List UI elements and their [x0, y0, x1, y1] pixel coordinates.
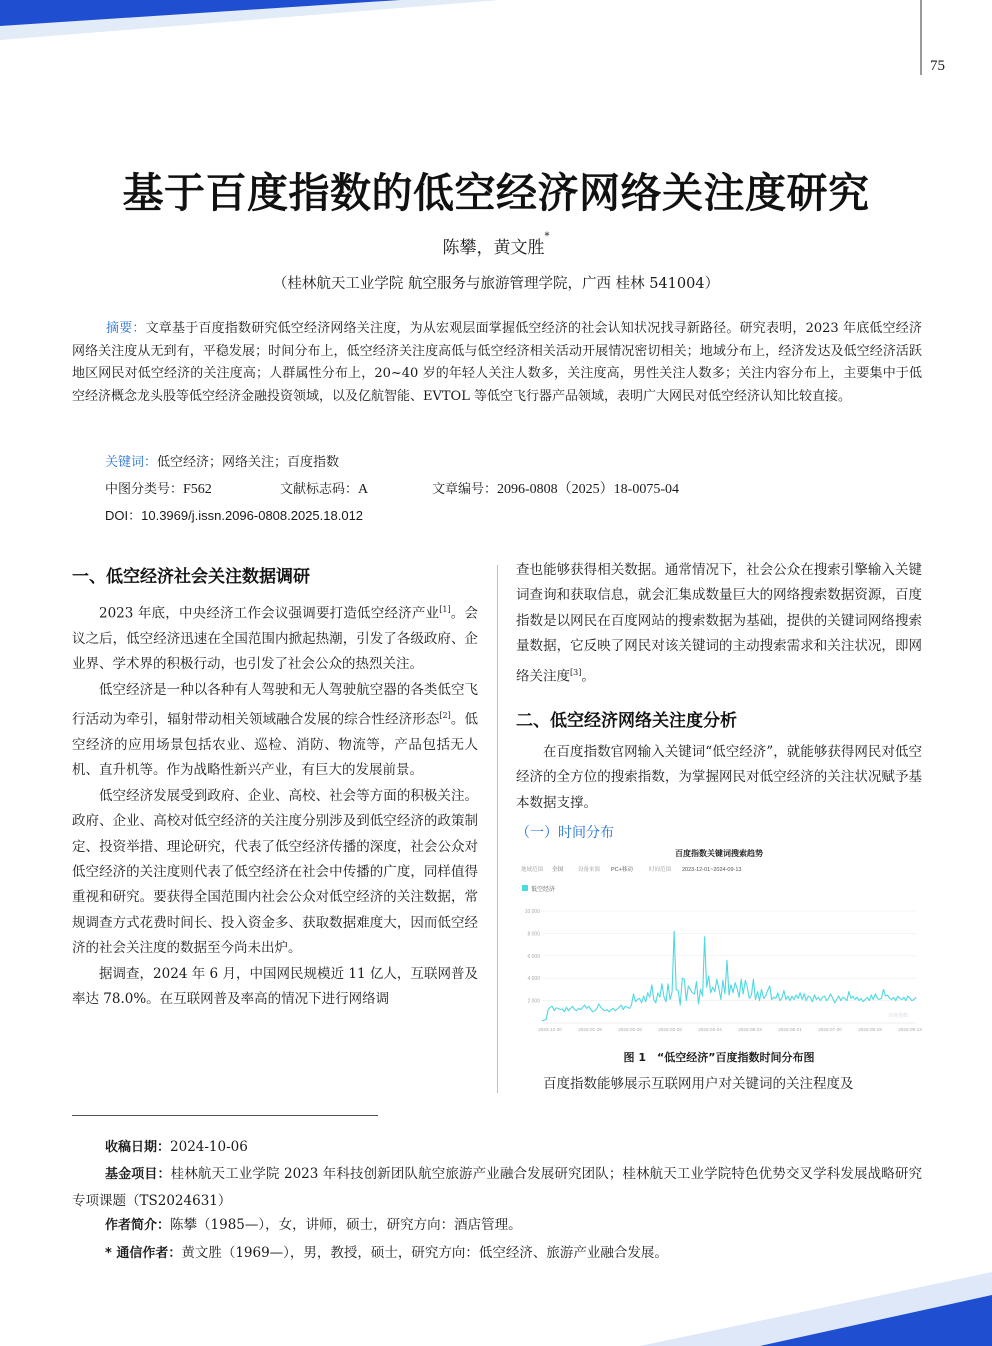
paragraph: 在百度指数官网输入关键词“低空经济”，就能够获得网民对低空经济的全方位的搜索指数，为掌握网民对低空经济的关注状况赋予基本数据支撑。	[516, 744, 922, 811]
y-tick-label: 8 000	[527, 931, 540, 938]
legend-label: 低空经济	[531, 887, 556, 893]
corresponding-label: * 通信作者：	[105, 1246, 182, 1261]
page-number: 75	[930, 58, 945, 74]
article-id-label: 文章编号：	[432, 482, 498, 497]
paper-title: 基于百度指数的低空经济网络关注度研究	[122, 169, 870, 217]
clc-value: F562	[183, 482, 212, 497]
footnote-bio	[105, 1212, 922, 1239]
x-tick-label: 2024-09-13	[898, 1027, 922, 1032]
citation: [1]	[439, 605, 451, 614]
chart-filter: 时间范围	[649, 867, 672, 873]
footnote-received	[105, 1134, 922, 1161]
legend-swatch	[522, 885, 528, 891]
y-tick-label: 6 000	[527, 953, 540, 960]
x-tick-label: 2024-02-26	[618, 1027, 642, 1032]
x-tick-label: 2024-08-18	[858, 1027, 882, 1032]
baidu-index-chart	[516, 843, 922, 1043]
doc-label: 文献标志码：	[280, 482, 359, 497]
chart-filter: PC+移动	[611, 867, 633, 873]
article-id	[432, 478, 679, 498]
x-tick-label: 2024-06-21	[778, 1027, 802, 1032]
received-value: 2024-10-06	[170, 1139, 248, 1155]
author-line	[0, 233, 992, 258]
x-tick-label: 2024-04-24	[698, 1027, 722, 1032]
subsection-heading: （一）时间分布	[516, 825, 614, 841]
y-tick-label: 10 000	[524, 909, 540, 915]
left-column-body	[72, 597, 478, 1013]
abstract	[72, 318, 922, 408]
doi-label: DOI：	[105, 508, 142, 523]
fund-value: 桂林航天工业学院 2023 年科技创新团队航空旅游产业融合发展研究团队；桂林航天工业学院特色优势交叉学科发展战略研究专项课题（TS2024631）	[72, 1166, 922, 1209]
chart-title: 百度指数关键词搜索趋势	[675, 849, 763, 858]
citation: [2]	[439, 711, 451, 721]
doc-value: A	[358, 482, 369, 497]
corresponding-mark: *	[544, 231, 550, 242]
column-divider	[497, 565, 498, 1093]
citation: [3]	[570, 667, 582, 677]
y-tick-label: 4 000	[527, 976, 540, 983]
affiliation: （桂林航天工业学院 航空服务与旅游管理学院，广西 桂林 541004）	[272, 276, 720, 292]
series-line-low-altitude-economy	[542, 931, 916, 1021]
paragraph: 低空经济是一种以各种有人驾驶和无人驾驶航空器的各类低空飞行活动为牵引，辐射带动相关领域融合发展的综合性经济形态[2]。低空经济的应用场景包括农业、巡检、消防、物流等，产品包括无人机、直升机等。作为战略性新兴产业，有巨大的发展前景。	[72, 681, 478, 779]
bio-label: 作者简介：	[105, 1218, 171, 1233]
paragraph: 查也能够获得相关数据。通常情况下，社会公众在搜索引擎输入关键词查询和获取信息，就会汇集成数量巨大的网络搜索数据资源，百度指数是以网民在百度网站的搜索数据为基础，提供的关键词网络搜索量数据，它反映了网民对该关键词的主动搜索需求和关注状况，即网络关注度[3]。	[516, 562, 922, 685]
x-tick-label: 2024-03-26	[658, 1027, 682, 1032]
doi-value: 10.3969/j.issn.2096-0808.2025.18.012	[141, 508, 364, 523]
keywords-label: 关键词：	[105, 455, 158, 470]
keywords-text: 低空经济；网络关注；百度指数	[157, 455, 340, 470]
doi	[105, 505, 363, 524]
document-code	[280, 478, 368, 498]
footnote-fund	[72, 1161, 922, 1214]
x-tick-label: 2024-01-28	[578, 1027, 602, 1032]
chart-filter: 设备来源	[578, 867, 601, 873]
keywords	[105, 451, 339, 470]
right-column-body	[516, 740, 922, 816]
paragraph: 低空经济发展受到政府、企业、高校、社会等方面的积极关注。政府、企业、高校对低空经济的关注度分别涉及到低空经济的政策制定、投资举措、理论研究，代表了低空经济传播的深度，社会公众对低空经济的关注度则代表了低空经济在社会中传播的广度，同样值得重视和研究。要获得全国范围内社会公众对低空经济的关注数据，常规调查方式花费时间长、投入资金多、获取数据难度大，因而低空经济的社会关注度的数据至今尚未出炉。	[72, 787, 478, 957]
section-2-heading: 二、低空经济网络关注度分析	[516, 711, 737, 731]
corresponding-value: 黄文胜（1969—），男，教授，硕士，研究方向：低空经济、旅游产业融合发展。	[181, 1245, 668, 1261]
bio-value: 陈攀（1985—），女，讲师，硕士，研究方向：酒店管理。	[170, 1217, 522, 1233]
right-column-tail	[516, 1072, 922, 1097]
x-tick-label: 2024-07-20	[818, 1027, 842, 1032]
x-tick-label: 2023-12-30	[538, 1027, 562, 1032]
footnote-rule	[72, 1115, 378, 1116]
article-id-value: 2096-0808（2025）18-0075-04	[497, 482, 680, 497]
section-1-heading: 一、低空经济社会关注数据调研	[72, 567, 310, 587]
right-column-continued	[516, 558, 922, 690]
chart-filter: 地域范围	[521, 867, 544, 873]
fund-label: 基金项目：	[105, 1167, 171, 1182]
chart-filter: 2023-12-01~2024-09-13	[682, 867, 742, 873]
clc-label: 中图分类号：	[105, 482, 184, 497]
paragraph: 百度指数能够展示互联网用户对关键词的关注程度及	[543, 1076, 854, 1092]
figure-caption: 图 1 “低空经济”百度指数时间分布图	[623, 1051, 815, 1064]
y-tick-label: 2 000	[527, 998, 540, 1005]
footnote-corresponding	[105, 1240, 922, 1267]
abstract-text: 文章基于百度指数研究低空经济网络关注度，为从宏观层面掌握低空经济的社会认知状况找寻新路径。研究表明，2023 年底低空经济网络关注度从无到有，平稳发展；时间分布上，低空经济关注度高低与低空经济相关活动开展情况密切相关；地域分布上，经济发达及低空经济活跃地区网民对低空经济的关注度高；人群属性分布上，20~40 岁的年轻人关注人数多，关注度高，男性关注人数多；关注内容分布上，主要集中于低空经济概念龙头股等低空经济金融投资领域，以及亿航智能、EVTOL 等低空飞行器产品领域，表明广大网民对低空经济认知比较直接。	[72, 321, 922, 404]
abstract-label: 摘要：	[106, 321, 146, 336]
chart-filter: 全国	[552, 867, 564, 873]
clc-number	[105, 478, 212, 498]
paragraph: 据调查，2024 年 6 月，中国网民规模近 11 亿人，互联网普及率达 78.0%。在互联网普及率高的情况下进行网络调	[72, 965, 478, 1008]
received-label: 收稿日期：	[105, 1140, 171, 1155]
author-names: 陈攀，黄文胜	[442, 238, 545, 258]
chart-watermark: 百度指数	[887, 1013, 908, 1019]
x-tick-label: 2024-05-23	[738, 1027, 762, 1032]
paragraph: 2023 年底，中央经济工作会议强调要打造低空经济产业[1]。会议之后，低空经济迅速在全国范围内掀起热潮，引发了各级政府、企业界、学术界的积极行动，也引发了社会公众的热烈关注。	[72, 605, 478, 673]
